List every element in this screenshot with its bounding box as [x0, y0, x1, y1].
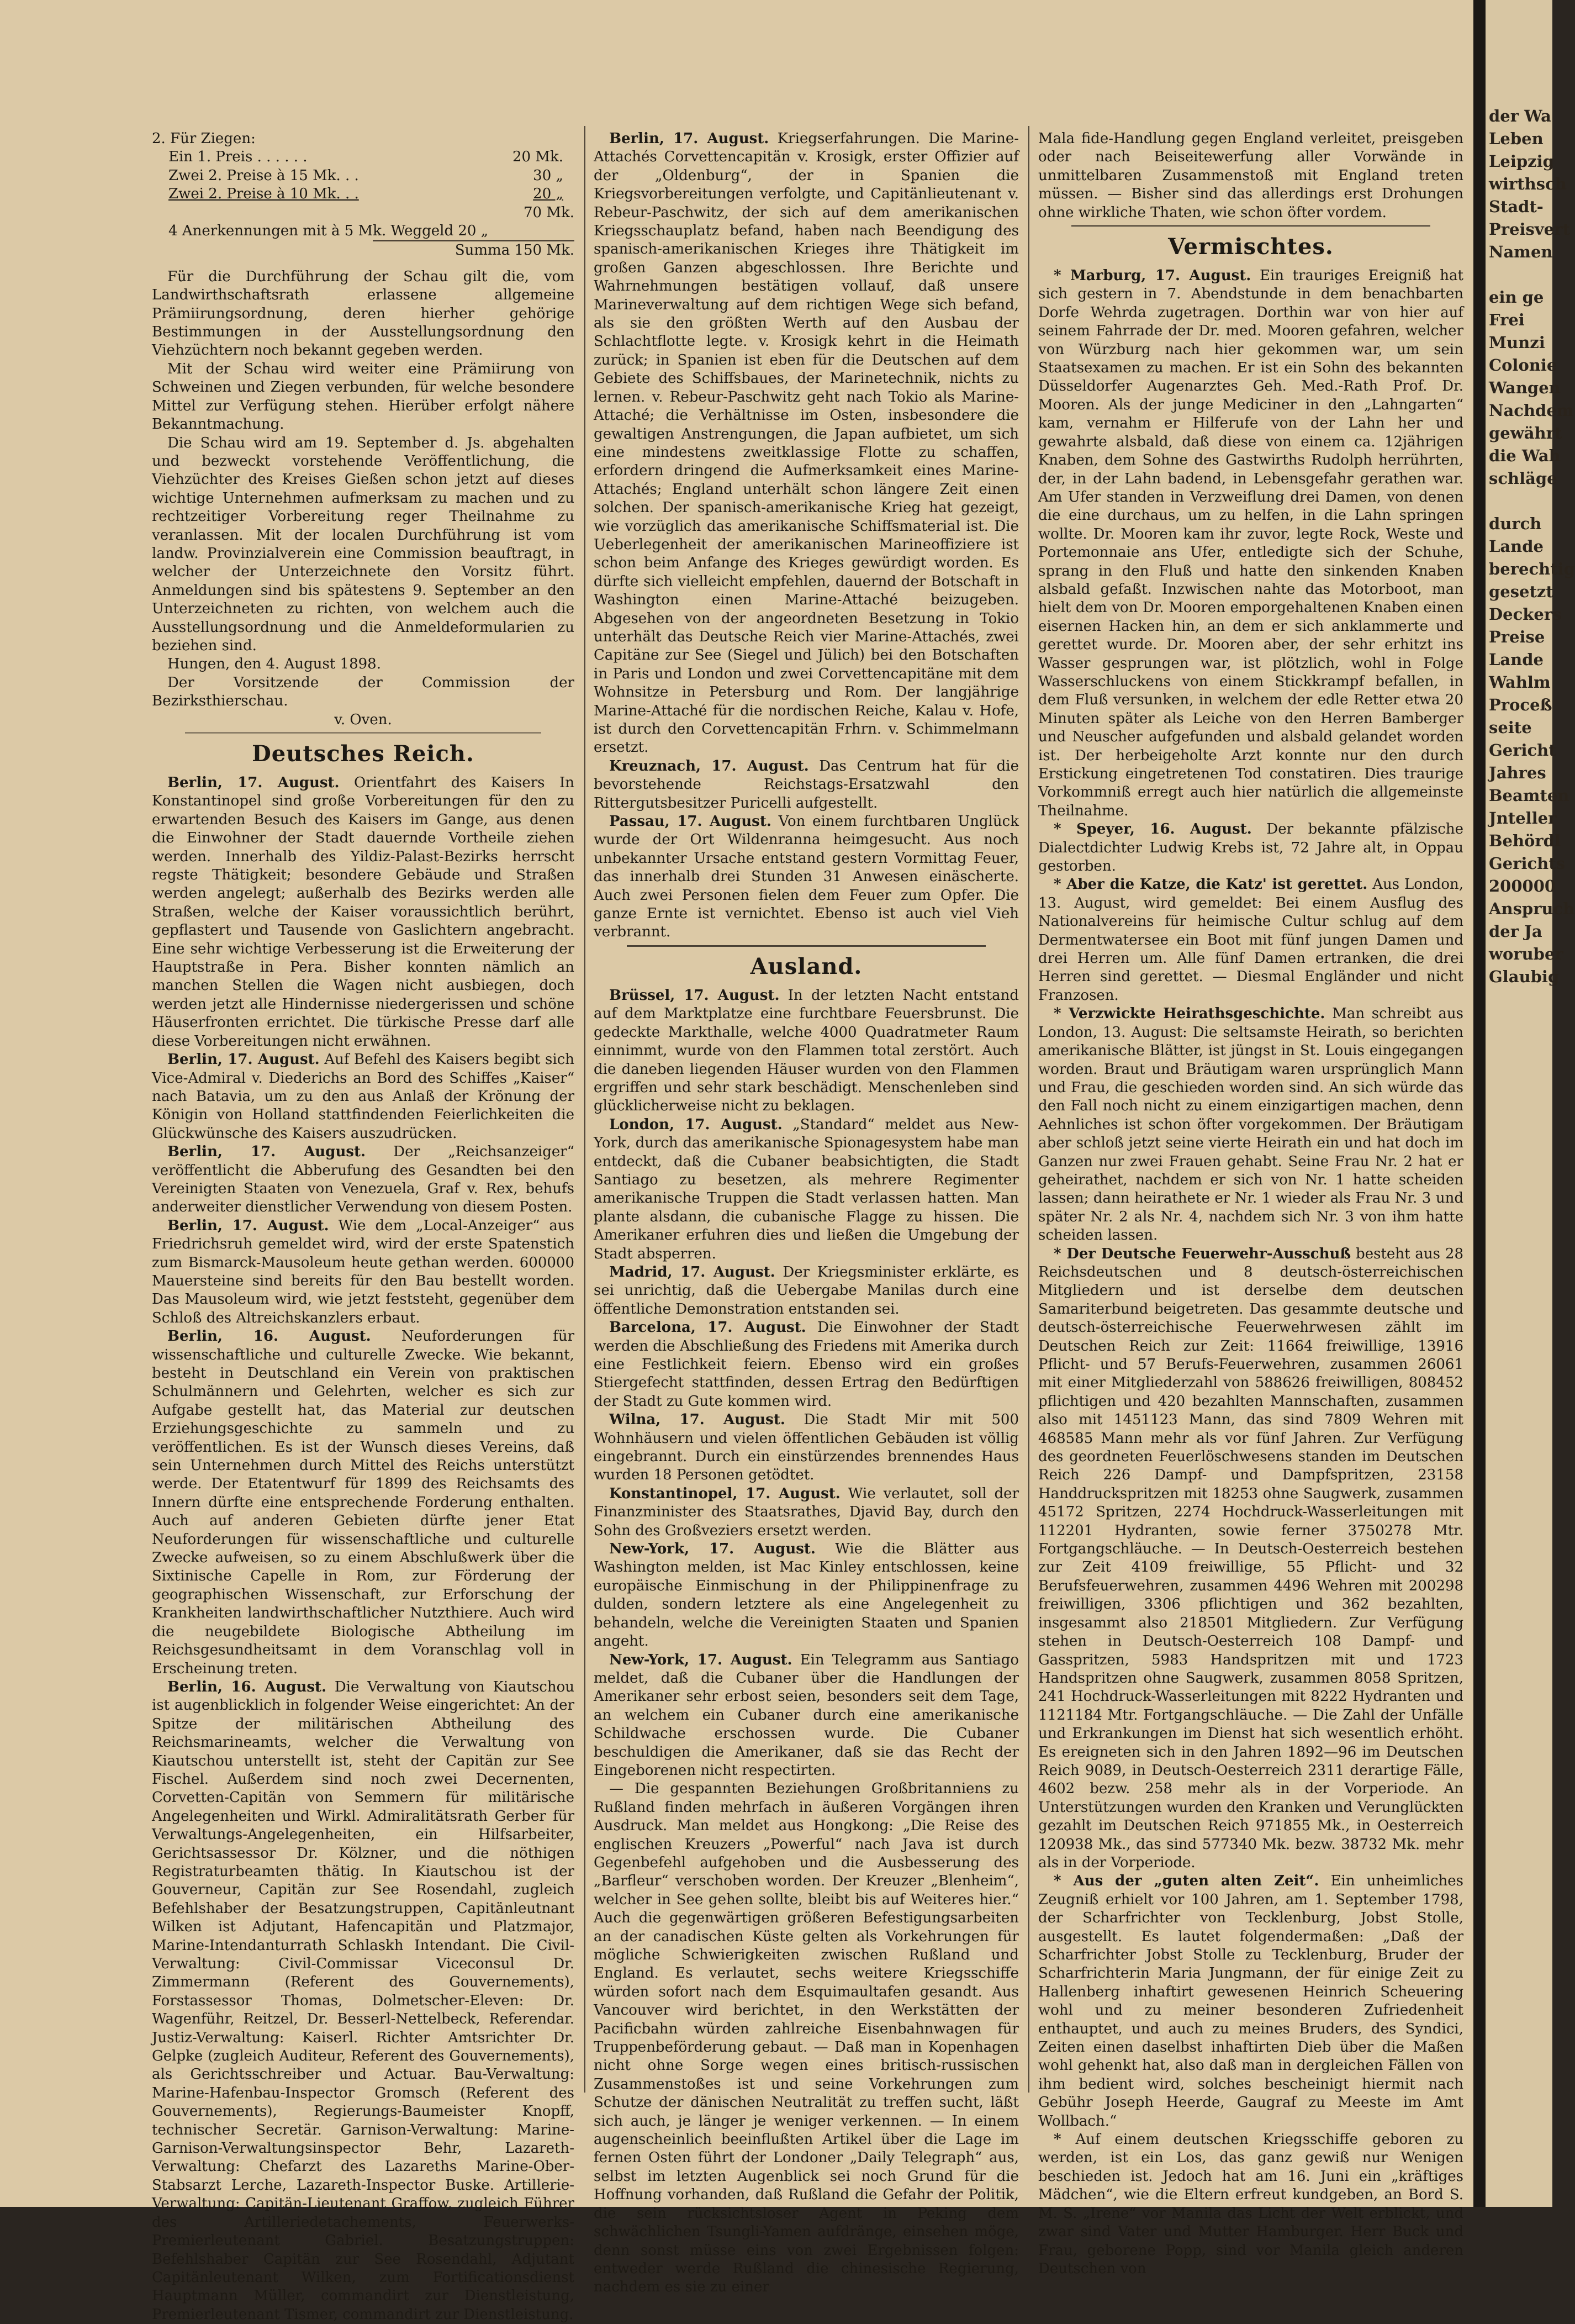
continued-text: Mala fide-Handlung gegen England verleitet, preisgeben oder nach Beiseitewerfung aller Vorwände in unmittelbaren Zusammenstoß mit England treten müssen. — Bisher sind das allerdings erst Drohungen ohne wirkliche Thaten, wie schon öfter vordem. [1038, 130, 1463, 221]
column-rule [584, 126, 585, 2093]
adjacent-page-fragments [1486, 105, 1575, 988]
news-item: Berlin, 16. August. Neuforderungen für wissenschaftliche und culturelle Zwecke. Wie bekannt, besteht in Deutschland ein Verein von praktischen Schulmännern und Gelehrten, welcher es sich zur Aufgabe gestellt hat, das Material zur deutschen Erziehungsgeschichte zu sammeln und zu veröffentlichen. Es ist der Wunsch dieses Vereins, daß sein Unternehmen durch Mittel des Reichs unterstützt werde. Der Etatentwurf für 1899 des Reichsamts des Innern dürfte eine entsprechende Forderung enthalten. Auch auf anderen Gebieten dürfte jener Etat Neuforderungen für wissenschaftliche und culturelle Zwecke aufweisen, so zu einem Abschlußwerk über die Sixtinische Capelle in Rom, zur Förderung der geographischen Wissenschaft, zur Erforschung der Krankheiten landwirthschaftlicher Nutzthiere. Auch wird die neugebildete Biologische Abtheilung im Reichsgesundheitsamt in dem Voranschlag voll in Erscheinung treten. [152, 1328, 575, 1677]
news-item: Wilna, 17. August. Die Stadt Mir mit 500 Wohnhäusern und vielen öffentlichen Gebäuden ist völlig eingebrannt. Durch ein einstürzendes brennendes Haus wurden 18 Personen getödtet. [594, 1411, 1019, 1484]
binding-gutter [1473, 0, 1486, 2207]
adjacent-fragment: Lande [1489, 650, 1544, 669]
column-2 [594, 130, 1019, 2296]
news-item: Passau, 17. August. Von einem furchtbaren Unglück wurde der Ort Wildenranna heimgesucht. Aus noch unbekannter Ursache entstand gestern Vormittag Feuer, das innerhalb drei Stunden 31 Anwesen einäscherte. Auch zwei Personen fielen dem Feuer zum Opfer. Die ganze Ernte ist vernichtet. Ebenso ist auch viel Vieh verbrannt. [594, 813, 1019, 941]
news-item: Barcelona, 17. August. Die Einwohner der Stadt werden die Abschließung des Friedens mit Amerika durch eine Festlichkeit feiern. Ebenso wird ein großes Stiergefecht stattfinden, dessen Ertrag den Bedürftigen der Stadt zu Gute kommen wird. [594, 1319, 1019, 1410]
prize-row: Zwei 2. Preise à 15 Mk. . . 30 „ [168, 167, 563, 184]
prize-recognition: 4 Anerkennungen mit à 5 Mk. Weggeld 20 „ [168, 223, 489, 240]
adjacent-fragment: Nachdem [1489, 401, 1574, 420]
paragraph: Für die Durchführung der Schau gilt die, vom Landwirthschaftsrath erlassene allgemeine Prämiirungsordnung, deren hierher gehörige Bestimmungen in der Ausstellungsordnung den Viehzüchtern noch bekannt gegeben werden. [152, 268, 574, 359]
adjacent-fragment: Leipzig [1489, 152, 1554, 171]
news-item: * Verzwickte Heirathsgeschichte. Man schreibt aus London, 13. August: Die seltsamste Heirath, so berichten amerikanische Blätter, ist jüngst in St. Louis eingegangen worden. Braut und Bräutigam waren ursprünglich Mann und Frau, die geschieden worden sind. An sich würde das den Fall noch nicht zu einem einzigartigen machen, denn Aehnliches ist schon öfter vorgekommen. Der Bräutigam aber schloß jetzt seine vierte Heirath ein und hat doch im Ganzen nur zwei Frauen gehabt. Seine Frau Nr. 2 hat er geheirathet, nachdem er sich von Nr. 1 hatte scheiden lassen; dann heirathete er Nr. 1 wieder als Frau Nr. 3 und später Nr. 2 als Nr. 4, nachdem sich Nr. 3 von ihm hatte scheiden lassen. [1038, 1005, 1463, 1244]
adjacent-fragment: der Wa [1489, 107, 1551, 125]
adjacent-fragment: Leben [1489, 129, 1544, 148]
news-item: Berlin, 17. August. Orientfahrt des Kaisers In Konstantinopel sind große Vorbereitungen für den zu erwartenden Besuch des Kaisers im Gange, aus denen die Einwohner der Stadt dauernde Vortheile ziehen werden. Innerhalb des Yildiz-Palast-Bezirks herrscht regste Thätigkeit; besondere Gebäude und Straßen werden angelegt; außerhalb des Bezirks werden alle Straßen, welche der Kaiser voraussichtlich berührt, gepflastert und Tausende von Gaslichtern angebracht. Eine sehr wichtige Verbesserung ist die Erweiterung der Hauptstraße in Pera. Bisher konnten nämlich an manchen Stellen die Wagen nicht ausbiegen, doch werden jetzt alle Hindernisse niedergerissen und schöne Häuserfronten errichtet. Die türkische Presse darf alle diese Vorbereitungen nicht erwähnen. [152, 774, 575, 1050]
adjacent-fragment: Gericht [1489, 741, 1556, 760]
prize-row: Zwei 2. Preise à 10 Mk. . . 20 „ [168, 186, 563, 203]
adjacent-fragment: Lande [1489, 537, 1544, 556]
column-3 [1038, 130, 1464, 2277]
prize-title: 2. Für Ziegen: [152, 130, 256, 147]
adjacent-fragment: Glaubig [1489, 967, 1560, 986]
section-divider [185, 732, 541, 734]
news-item: New-York, 17. August. Wie die Blätter aus Washington melden, ist Mac Kinley entschlossen, keine europäische Einmischung in der Philippinenfrage zu dulden, sondern letztere als eine Angelegenheit zu behandeln, welche die Vereinigten Staaten und Spanien angeht. [594, 1541, 1019, 1650]
news-item: Konstantinopel, 17. August. Wie verlautet, soll der Finanzminister des Staatsrathes, Djavid Bay, durch den Sohn des Großveziers ersetzt werden. [594, 1485, 1019, 1539]
prize-row: Ein 1. Preis . . . . . . 20 Mk. [168, 149, 563, 166]
news-item: Madrid, 17. August. Der Kriegsminister erklärte, es sei unrichtig, daß die Uebergabe Manilas durch eine öffentliche Demonstration entstanden sei. [594, 1263, 1019, 1318]
adjacent-fragment: Munzi [1489, 333, 1545, 352]
prize-total: Summa 150 Mk. [373, 240, 574, 260]
adjacent-fragment: 200000 [1489, 877, 1556, 895]
news-item: * Auf einem deutschen Kriegsschiffe geboren zu werden, ist ein Los, das ganz gewiß nur Wenigen beschieden ist. Jedoch hat am 16. Juni ein „kräftiges Mädchen“, wie die Eltern erfreut kundgeben, an Bord S. M. S. „Irene“ vor Manila das Licht der Welt erblickt, und zwar sind Vater und Mutter Hamburger. Herr Buck und Frau, geborene Popp, sind vor Manila gleich anderen Deutschen von [1038, 2131, 1463, 2277]
column-1 [152, 130, 575, 2323]
adjacent-fragment: Wangen [1489, 378, 1561, 397]
adjacent-fragment: Preisvert [1489, 220, 1570, 239]
adjacent-fragment: Behördl [1489, 831, 1561, 850]
adjacent-fragment [1486, 490, 1552, 513]
news-item: Kreuznach, 17. August. Das Centrum hat für die bevorstehende Reichstags-Ersatzwahl den Rittergutsbesitzer Puricelli aufgestellt. [594, 757, 1019, 811]
adjacent-fragment: seite [1489, 718, 1532, 737]
news-item: New-York, 17. August. Ein Telegramm aus Santiago meldet, daß die Cubaner über die Handlungen der Amerikaner sehr erbost seien, besonders seit dem Tage, an welchem ein Cubaner durch eine amerikanische Schildwache erschossen wurde. Die Cubaner beschuldigen die Amerikaner, daß sie das Recht der Eingeborenen nicht respectirten. [594, 1651, 1019, 1779]
section-divider [1071, 225, 1430, 227]
adjacent-fragment [1486, 264, 1552, 286]
adjacent-fragment: Stadt- [1489, 197, 1544, 216]
news-item: Berlin, 17. August. Kriegserfahrungen. Die Marine-Attachés Corvettencapitän v. Krosigk, erster Offizier auf der „Oldenburg“, der in Spanien die Kriegsvorbereitungen verfolgte, und Capitänlieutenant v. Rebeur-Paschwitz, der sich auf dem amerikanischen Kriegsschauplatz befand, haben nach Beendigung des spanisch-amerikanischen Krieges ihre Thätigkeit im großen Ganzen abgeschlossen. Ihre Berichte und Wahrnehmungen bestätigen vollauf, daß unsere Marineverwaltung auf dem richtigen Wege sich befand, als sie den größten Werth auf den Ausbau der Schlachtflotte legte. v. Krosigk kehrt in die Heimath zurück; in Spanien ist eben für die Deutschen auf dem Gebiete des Schiffsbaues, der Marinetechnik, nichts zu lernen. v. Rebeur-Paschwitz geht nach Tokio als Marine-Attaché; die Verhältnisse im Osten, insbesondere die gewaltigen Anstrengungen, die Japan aufbietet, um sich eine mindestens zweitklassige Flotte zu schaffen, erfordern dringend die Aufmerksamkeit eines Marine-Attachés; England unterhält schon längere Zeit einen solchen. Der spanisch-amerikanische Krieg hat gezeigt, wie vorzüglich das amerikanische Schiffsmaterial ist. Die Ueberlegenheit der amerikanischen Marineoffiziere ist schon beim Anfange des Krieges gewürdigt worden. Es dürfte sich vielleicht empfehlen, dauernd der Botschaft in Washington einen Marine-Attaché beizugeben. Abgesehen von der angeordneten Besetzung in Tokio unterhält das Deutsche Reich vier Marine-Attachés, zwei Capitäne zur See (Siegel und Jülich) bei den Botschaften in Paris und London und zwei Corvettencapitäne mit dem Wohnsitze in Petersburg und Rom. Der langjährige Marine-Attaché für die nordischen Reiche, Kalau v. Hofe, ist durch den Corvettencapitän Frhrn. v. Schimmelmann ersetzt. [594, 130, 1019, 756]
adjacent-fragment: Frei [1489, 310, 1525, 329]
news-item: * Der Deutsche Feuerwehr-Ausschuß besteht aus 28 Reichsdeutschen und 8 deutsch-österreichischen Mitgliedern und ist derselbe dem deutschen Samariterbund beigetreten. Das gesammte deutsche und deutsch-österreichische Feuerwehrwesen zählt im Deutschen Reich zur Zeit: 11664 freiwillige, 13916 Pflicht- und 57 Berufs-Feuerwehren, zusammen 26061 mit einer Mitgliederzahl von 588626 freiwilligen, 808452 pflichtigen und 420 bezahlten Mannschaften, zusammen also mit 1451123 Mann, das sind 7809 Wehren mit 468585 Mann mehr als vor fünf Jahren. Zur Verfügung des geordneten Feuerlöschwesens standen im Deutschen Reich 226 Dampf- und Dampfspritzen, 23158 Handdruckspritzen mit 18253 ohne Saugwerk, zusammen 45172 Spritzen, 2274 Hochdruck-Wasserleitungen mit 112201 Hydranten, sowie ferner 3750278 Mtr. Fortgangschläuche. — In Deutsch-Oesterreich bestehen zur Zeit 4109 freiwillige, 55 Pflicht- und 32 Berufsfeuerwehren, zusammen 4496 Wehren mit 200298 freiwilligen, 3306 pflichtigen und 362 bezahlten, insgesammt also 218501 Mitgliedern. Zur Verfügung stehen in Deutsch-Oesterreich 108 Dampf- und Gasspritzen, 5983 Handspritzen mit und 1723 Handspritzen ohne Saugwerk, zusammen 8058 Spritzen, 241 Hochdruck-Wasserleitungen mit 8222 Hydranten und 1121184 Mtr. Fortgangschläuche. — Die Zahl der Unfälle und Erkrankungen im Dienst hat sich wesentlich erhöht. Es ereigneten sich in den Jahren 1892—96 im Deutschen Reich 9089, in Deutsch-Oesterreich 2311 derartige Fälle, 4602 bezw. 258 mehr als in der Vorperiode. An Unterstützungen wurden den Kranken und Verunglückten gezahlt im Deutschen Reich 971855 Mk., in Oesterreich 120938 Mk., das sind 577340 Mk. bezw. 38732 Mk. mehr als in der Vorperiode. [1038, 1245, 1464, 1871]
news-item: London, 17. August. „Standard“ meldet aus New-York, durch das amerikanische Spionagesystem habe man entdeckt, daß die Cubaner beabsichtigten, die Stadt Santiago zu besetzen, als mehrere Regimenter amerikanische Truppen die Stadt verlassen hatten. Man plante alsdann, die cubanische Flagge zu hissen. Die Amerikaner erfuhren dies und ließen die Umgebung der Stadt absperren. [594, 1116, 1019, 1262]
adjacent-fragment: gesetzt [1489, 582, 1553, 601]
signature-name: v. Oven. [334, 711, 392, 728]
place-date: Hungen, den 4. August 1898. [167, 656, 381, 673]
adjacent-fragment: woruber [1489, 945, 1563, 963]
adjacent-fragment: Colonie [1489, 356, 1557, 375]
prize-subtotal: 70 Mk. [524, 204, 574, 221]
adjacent-fragment: Deckers [1489, 605, 1562, 624]
paragraph: Die Schau wird am 19. September d. Js. abgehalten und bezweckt vorstehende Veröffentlichung, die Viehzüchter des Kreises Gießen schon jetzt auf dieses wichtige Unternehmen aufmerksam zu machen und zu rechtzeitiger Vorbereitung reger Theilnahme zu veranlassen. Mit der localen Durchführung ist vom landw. Provinzialverein eine Commission beauftragt, in welcher der Unterzeichnete den Vorsitz führt. Anmeldungen sind bis spätestens 9. September an den Unterzeichneten zu richten, von welchem auch die Ausstellungsordnung und die Anmeldeformularien zu beziehen sind. [152, 434, 574, 654]
news-item: Berlin, 17. August. Auf Befehl des Kaisers begibt sich Vice-Admiral v. Diederichs an Bord des Schiffes „Kaiser“ nach Batavia, um zu den aus Anlaß der Krönung der Königin von Holland stattfindenden Feierlichkeiten die Glückwünsche des Kaisers auszudrücken. [152, 1051, 575, 1142]
adjacent-fragment: der Ja [1489, 922, 1542, 941]
adjacent-page-edge [1486, 0, 1575, 2207]
news-item: Berlin, 17. August. Wie dem „Local-Anzeiger“ aus Friedrichsruh gemeldet wird, wird der erste Spatenstich zum Bismarck-Mausoleum heute gethan werden. 600000 Mauersteine sind bereits für den Bau bestellt worden. Das Mausoleum wird, wie jetzt feststeht, gegenüber dem Schloß des Altreichskanzlers erbaut. [152, 1217, 575, 1326]
adjacent-fragment: berechtig [1489, 560, 1575, 578]
adjacent-fragment: Jnteller [1489, 809, 1557, 828]
adjacent-fragment: schläge [1489, 469, 1557, 488]
adjacent-fragment: ein ge [1489, 288, 1544, 307]
adjacent-fragment: Beamten [1489, 786, 1569, 805]
news-item: * Marburg, 17. August. Ein trauriges Ereigniß hat sich gestern in 7. Abendstunde in dem benachbarten Dorfe Wehrda zugetragen. Dorthin war von hier auf seinem Fahrrade der Dr. med. Mooren gefahren, welcher von Würzburg nach hier gekommen war, um sein Staatsexamen zu machen. Er ist ein Sohn des bekannten Düsseldorfer Augenarztes Geh. Med.-Rath Prof. Dr. Mooren. Als der junge Mediciner in den „Lahngarten“ kam, vernahm er Hilferufe von der Lahn her und gewahrte alsbald, daß diese von einem ca. 12jährigen Knaben, dem Sohne des Gastwirths Rudolph herrührten, der, in der Lahn badend, in Lebensgefahr gerathen war. Am Ufer standen in Verzweiflung drei Damen, von denen die eine durchaus, um zu helfen, in die Lahn springen wollte. Dr. Mooren kam ihr zuvor, legte Rock, Weste und Portemonnaie ans Ufer, entledigte sich der Schuhe, sprang in den Fluß und hatte den sinkenden Knaben alsbald gefaßt. Inzwischen nahte das Motorboot, man hielt dem von Dr. Mooren emporgehaltenen Knaben einen eisernen Hacken hin, an dem er sich anklammerte und gerettet wurde. Dr. Mooren aber, der sehr erhitzt ins Wasser gesprungen war, ist plötzlich, wohl in Folge Wasserschluckens von einem Stickkrampf befallen, in dem Fluß versunken, in welchem der edle Retter etwa 20 Minuten später als Leiche von den Herren Bamberger und Neuscher aufgefunden und alsbald gelandet worden ist. Der herbeigeholte Arzt konnte nur den durch Erstickung eingetretenen Tod constatiren. Dies traurige Vorkommniß erregt auch hier natürlich die allgemeinste Theilnahme. [1038, 267, 1463, 819]
section-title-ausland: Ausland. [750, 953, 863, 979]
adjacent-fragment: Jahres [1489, 763, 1546, 782]
adjacent-fragment: Namen [1489, 243, 1553, 261]
news-item: * Speyer, 16. August. Der bekannte pfälzische Dialectdichter Ludwig Krebs ist, 72 Jahre alt, in Oppau gestorben. [1038, 821, 1464, 875]
news-item: Berlin, 17. August. Der „Reichsanzeiger“ veröffentlicht die Abberufung des Gesandten bei den Vereinigten Staaten von Venezuela, Graf v. Rex, behufs anderweiter dienstlicher Verwendung von diesem Posten. [152, 1143, 574, 1216]
adjacent-fragment: Proceß [1489, 695, 1552, 714]
news-item: * Aber die Katze, die Katz' ist gerettet. Aus London, 13. August, wird gemeldet: Bei einem Ausflug des Nationalvereins für heimische Cultur schlug auf dem Dermentwatersee ein Boot mit fünf jungen Damen und drei Herren um. Alle fünf Damen ertranken, die drei Herren sind gerettet. — Diesmal Engländer und nicht Franzosen. [1038, 876, 1463, 1004]
news-item: Brüssel, 17. August. In der letzten Nacht entstand auf dem Marktplatze eine furchtbare Feuersbrunst. Die gedeckte Markthalle, welche 4000 Quadratmeter Raum einnimmt, wurde von den Flammen total zerstört. Auch die daneben liegenden Häuser wurden von den Flammen ergriffen und sehr stark beschädigt. Menschenleben sind glücklicherweise nicht zu beklagen. [594, 987, 1019, 1115]
adjacent-fragment: wirthsch [1489, 175, 1567, 193]
section-divider [627, 945, 986, 947]
section-title-vermischtes: Vermischtes. [1168, 234, 1334, 260]
news-item: — Die gespannten Beziehungen Großbritanniens zu Rußland finden mehrfach in äußeren Vorgängen ihren Ausdruck. Man meldet aus Hongkong: „Die Reise des englischen Kreuzers „Powerful“ nach Java ist durch Gegenbefehl aufgehoben und die Ausbesserung des „Barfleur“ verschoben worden. Der Kreuzer „Blenheim“, welcher in See gehen sollte, bleibt bis auf Weiteres hier.“ Auch die gegenwärtigen größeren Befestigungsarbeiten an der canadischen Küste gelten als Vorkehrungen für mögliche Schwierigkeiten zwischen Rußland und England. Es verlautet, sechs weitere Kriegsschiffe würden sofort nach dem Esquimaultafen gesandt. Aus Vancouver wird berichtet, in den Werkstätten der Pacificbahn würden zahlreiche Eisenbahnwagen für Truppenbeförderung gebaut. — Daß man in Kopenhagen nicht ohne Sorge wegen eines britisch-russischen Zusammenstoßes ist und seine Vorkehrungen zum Schutze der dänischen Neutralität zu treffen sucht, läßt sich auch, je länger je weniger verkennen. — In einem augenscheinlich beeinflußten Artikel über die Lage im fernen Osten führt der Londoner „Daily Telegraph“ aus, selbst im letzten Augenblick sei noch Grund für die Hoffnung vorhanden, daß Rußland die Gefahr der Politik, die sein rücksichtsloser Agent in Peking dem schwächlichen Tsungli-Yamen aufdränge, einsehen möge, denn sonst müsse eins von zwei Ergebnissen folgen: entweder werde Rußland die chinesische Regierung, nachdem es sie zu einer [594, 1780, 1019, 2296]
adjacent-fragment: Gerichts [1489, 854, 1565, 873]
column-rule [1028, 126, 1029, 2093]
paragraph: Mit der Schau wird weiter eine Prämiirung von Schweinen und Ziegen verbunden, für welche besondere Mittel zur Verfügung stehen. Hierüber erfolgt nähere Bekanntmachung. [152, 360, 574, 433]
signature-line: Der Vorsitzende der Commission der Bezirksthierschau. [152, 674, 574, 710]
adjacent-fragment: gewährt [1489, 424, 1562, 442]
section-title-reich: Deutsches Reich. [252, 741, 474, 767]
news-item: Berlin, 16. August. Die Verwaltung von Kiautschou ist augenblicklich in folgender Weise eingerichtet: An der Spitze der militärischen Abtheilung des Reichsmarineamts, welcher die Verwaltung von Kiautschou unterstellt ist, steht der Capitän zur See Fischel. Außerdem sind noch zwei Decernenten, Corvetten-Capitän von Semmern für militärische Angelegenheiten und Wirkl. Admiralitätsrath Gerber für Verwaltungs-Angelegenheiten, ein Hilfsarbeiter, Gerichtsassessor Dr. Kölzner, und die nöthigen Registraturbeamten thätig. In Kiautschou ist der Gouverneur, Capitän zur See Rosendahl, zugleich Befehlshaber der Besatzungstruppen, Capitänleutnant Wilken ist Adjutant, Hafencapitän und Platzmajor, Marine-Intendanturrath Schlaskh Intendant. Die Civil-Verwaltung: Civil-Commissar Viceconsul Dr. Zimmermann (Referent des Gouvernements), Forstassessor Thomas, Dolmetscher-Eleven: Dr. Wagenführ, Reitzel, Dr. Besserl-Nettelbeck, Referendar. Justiz-Verwaltung: Kaiserl. Richter Amtsrichter Dr. Gelpke (zugleich Auditeur, Referent des Gouvernements), als Gerichtsschreiber und Actuar. Bau-Verwaltung: Marine-Hafenbau-Inspector Gromsch (Referent des Gouvernements), Regierungs-Baumeister Knopff, technischer Secretär. Garnison-Verwaltung: Marine-Garnison-Verwaltungsinspector Behr, Lazareth-Verwaltung: Chefarzt des Lazareths Marine-Ober-Stabsarzt Lerche, Lazareth-Inspector Buske. Artillerie-Verwaltung: Capitän-Lieutenant Graffow, zugleich Führer des Artilleriedetachements, Feuerwerks-Premierleutenant Gabriel. Besatzungstruppen: Befehlshaber Capitän zur See Rosendahl, Adjutant Capitänleutenant Wilken, zum Fortificationsdienst Hauptmann Müller, commandirt zur Dienstleistung, Premierleutenant Tismer, commandirt zur Dienstleistung. [152, 1678, 575, 2323]
adjacent-fragment: durch [1489, 514, 1542, 533]
adjacent-fragment: Wahlm [1489, 673, 1551, 692]
adjacent-fragment: Preise [1489, 628, 1545, 646]
news-item: * Aus der „guten alten Zeit“. Ein unheimliches Zeugniß erhielt vor 100 Jahren, am 1. September 1798, der Scharfrichter von Tecklenburg, Jobst Stolle, ausgestellt. Es lautet folgendermaßen: „Daß der Scharfrichter Jobst Stolle zu Tecklenburg, Bruder der Scharfrichterin Maria Jungmann, der für einige Zeit zu Hallenberg inhaftirt gewesenen Heinrich Scheuering wohl und zu meiner besonderen Zufriedenheit enthauptet, und auch zu meines Bruders, des Syndici, Zeiten einen daselbst inhaftirten Dieb über die Maßen wohl gehenkt hat, also daß man in dergleichen Fällen von ihm bedient wird, solches bescheinigt hiermit nach Gebühr Joseph Heerde, Gaugraf zu Meeste im Amt Wollbach.“ [1038, 1873, 1463, 2130]
adjacent-fragment: die Wah [1489, 446, 1561, 465]
adjacent-fragment: Anspruch [1489, 899, 1575, 918]
